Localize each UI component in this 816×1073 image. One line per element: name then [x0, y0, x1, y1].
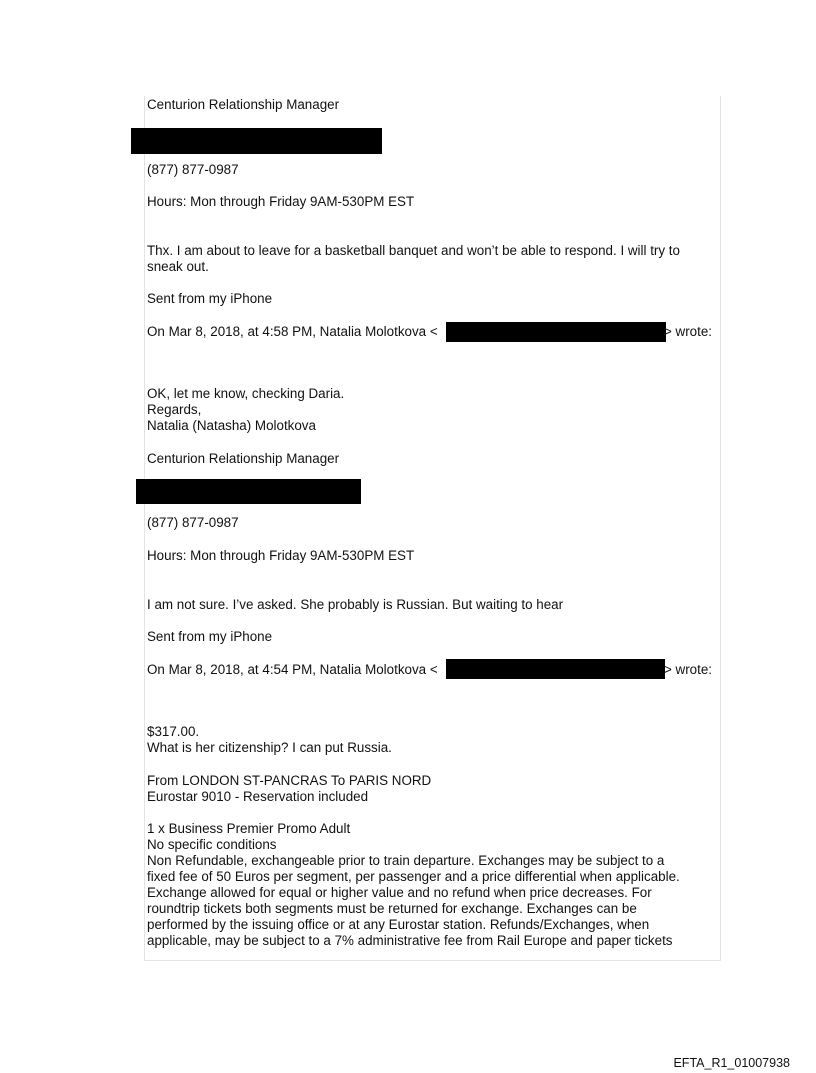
message-body-line: sneak out.	[147, 259, 209, 274]
reply-header-prefix: On Mar 8, 2018, at 4:54 PM, Natalia Molotkova <	[147, 662, 438, 677]
document-id: EFTA_R1_01007938	[673, 1056, 790, 1070]
signature-phone: (877) 877-0987	[147, 515, 239, 530]
train-line: Eurostar 9010 - Reservation included	[147, 789, 369, 804]
terms-line: Exchange allowed for equal or higher value and no refund when price decreases. For	[147, 885, 652, 900]
signature-phone: (877) 877-0987	[147, 162, 239, 177]
sent-from-iphone: Sent from my iPhone	[147, 629, 273, 644]
redacted-email	[446, 659, 665, 679]
price-line: $317.00.	[147, 724, 200, 739]
citizenship-question: What is her citizenship? I can put Russia.	[147, 740, 392, 755]
terms-line: Non Refundable, exchangeable prior to train departure. Exchanges may be subject to a	[147, 853, 665, 868]
message-body-line: OK, let me know, checking Daria.	[147, 386, 345, 401]
message-body-line: I am not sure. I’ve asked. She probably is Russian. But waiting to hear	[147, 597, 564, 612]
message-body-line: Thx. I am about to leave for a basketball banquet and won’t be able to respond. I will try to	[147, 243, 680, 258]
sent-from-iphone: Sent from my iPhone	[147, 291, 273, 306]
route-line: From LONDON ST-PANCRAS To PARIS NORD	[147, 773, 432, 788]
terms-line: performed by the issuing office or at any Eurostar station. Refunds/Exchanges, when	[147, 917, 650, 932]
fare-line: 1 x Business Premier Promo Adult	[147, 821, 351, 836]
redaction-block	[136, 479, 361, 504]
conditions-line: No specific conditions	[147, 837, 277, 852]
terms-line: fixed fee of 50 Euros per segment, per passenger and a price differential when applicable.	[147, 869, 680, 884]
redacted-email	[446, 322, 666, 342]
signature-hours: Hours: Mon through Friday 9AM-530PM EST	[147, 194, 415, 209]
redaction-block	[131, 128, 382, 154]
message-sender-name: Natalia (Natasha) Molotkova	[147, 418, 316, 433]
signature-title: Centurion Relationship Manager	[147, 451, 340, 466]
signature-title: Centurion Relationship Manager	[147, 97, 340, 112]
signature-hours: Hours: Mon through Friday 9AM-530PM EST	[147, 548, 415, 563]
reply-header-prefix: On Mar 8, 2018, at 4:58 PM, Natalia Molotkova <	[147, 324, 438, 339]
terms-line: roundtrip tickets both segments must be returned for exchange. Exchanges can be	[147, 901, 637, 916]
message-body-line: Regards,	[147, 402, 202, 417]
reply-header-suffix: > wrote:	[664, 662, 713, 677]
terms-line: applicable, may be subject to a 7% administrative fee from Rail Europe and paper tickets	[147, 933, 673, 948]
reply-header-suffix: > wrote:	[664, 324, 713, 339]
